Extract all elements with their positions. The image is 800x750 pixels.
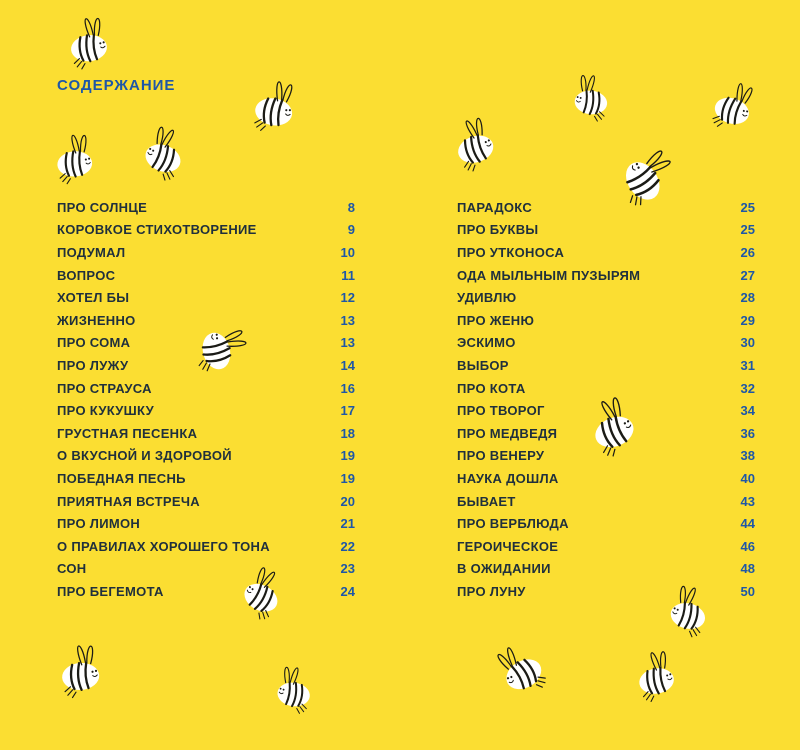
toc-entry-title: ПРО СОМА (57, 335, 131, 351)
toc-entry-title: ПРО ТВОРОГ (457, 403, 545, 419)
toc-entry-title: ПРО СТРАУСА (57, 380, 152, 396)
toc-row (57, 332, 355, 355)
toc-entry-page: 46 (740, 538, 755, 554)
toc-entry-title: ЖИЗНЕННО (57, 312, 136, 328)
toc-entry-page: 50 (740, 583, 755, 599)
toc-row (457, 490, 755, 513)
toc-row (457, 558, 755, 581)
toc-entry-title: ПРО КУКУШКУ (57, 403, 154, 419)
toc-row (457, 445, 755, 468)
toc-entry-title: ПРО МЕДВЕДЯ (457, 425, 558, 441)
toc-column-right (457, 196, 755, 603)
toc-entry-title: ХОТЕЛ БЫ (57, 290, 130, 306)
toc-entry-title: ПРО ЛУНУ (457, 583, 526, 599)
toc-entry-page: 9 (347, 222, 355, 238)
toc-entry-page: 40 (740, 470, 755, 486)
toc-entry-title: ПРО ЛИМОН (57, 516, 141, 532)
toc-entry-title: О ВКУСНОЙ И ЗДОРОВОЙ (57, 448, 232, 464)
toc-row (57, 467, 355, 490)
toc-entry-page: 26 (740, 244, 755, 260)
toc-entry-page: 32 (740, 380, 755, 396)
toc-entry-page: 11 (341, 267, 355, 283)
toc-entry-title: ВЫБОР (457, 357, 509, 373)
toc-entry-title: ПРО ВЕНЕРУ (457, 448, 545, 464)
toc-row (57, 558, 355, 581)
toc-entry-title: ПРО СОЛНЦЕ (57, 199, 148, 215)
toc-row (57, 422, 355, 445)
toc-entry-page: 24 (340, 583, 355, 599)
toc-row (457, 286, 755, 309)
toc-entry-page: 19 (340, 448, 355, 464)
toc-row (457, 580, 755, 603)
toc-entry-title: ПРО ВЕРБЛЮДА (457, 516, 569, 532)
toc-entry-title: ГЕРОИЧЕСКОЕ (457, 538, 559, 554)
toc-entry-page: 10 (340, 244, 355, 260)
toc-entry-title: ПОДУМАЛ (57, 244, 126, 260)
toc-row (57, 219, 355, 242)
toc-row (57, 354, 355, 377)
toc-entry-title: СОН (57, 561, 87, 577)
bee-illustration (436, 102, 514, 180)
toc-column-left (57, 196, 355, 603)
toc-row (57, 196, 355, 219)
toc-entry-title: НАУКА ДОШЛА (457, 470, 559, 486)
toc-entry-title: ПРИЯТНАЯ ВСТРЕЧА (57, 493, 200, 509)
toc-entry-page: 25 (740, 199, 755, 215)
toc-entry-title: ГРУСТНАЯ ПЕСЕНКА (57, 425, 198, 441)
toc-row (457, 512, 755, 535)
bee-illustration (124, 110, 203, 189)
toc-entry-page: 20 (340, 493, 355, 509)
toc-row (457, 264, 755, 287)
toc-row (57, 399, 355, 422)
toc-entry-page: 36 (740, 425, 755, 441)
toc-entry-page: 12 (340, 290, 355, 306)
toc-entry-page: 38 (740, 448, 755, 464)
toc-entry-title: ОДА МЫЛЬНЫМ ПУЗЫРЯМ (457, 267, 641, 283)
bee-illustration (44, 124, 108, 188)
toc-row (457, 467, 755, 490)
toc-entry-title: БЫВАЕТ (457, 493, 516, 509)
toc-row (457, 399, 755, 422)
toc-entry-page: 31 (740, 357, 755, 373)
toc-entry-title: ПРО УТКОНОСА (457, 244, 565, 260)
toc-entry-page: 14 (340, 357, 355, 373)
toc-entry-page: 43 (740, 493, 755, 509)
toc-row (457, 219, 755, 242)
bee-illustration (261, 655, 324, 718)
toc-entry-title: ВОПРОС (57, 267, 116, 283)
toc-entry-title: ПРО ЖЕНЮ (457, 312, 535, 328)
toc-entry-title: ПАРАДОКС (457, 199, 533, 215)
toc-row (457, 241, 755, 264)
toc-entry-page: 28 (740, 290, 755, 306)
bee-illustration (474, 624, 561, 711)
toc-row (57, 286, 355, 309)
toc-row (57, 241, 355, 264)
toc-entry-title: ПОБЕДНАЯ ПЕСНЬ (57, 470, 186, 486)
toc-entry-page: 13 (340, 335, 355, 351)
toc-entry-page: 19 (340, 470, 355, 486)
toc-entry-title: КОРОВКОЕ СТИХОТВОРЕНИЕ (57, 222, 257, 238)
toc-row (457, 309, 755, 332)
toc-entry-page: 22 (340, 538, 355, 554)
bee-illustration (622, 638, 692, 708)
toc-row (57, 309, 355, 332)
bee-illustration (56, 6, 124, 74)
toc-entry-page: 21 (340, 516, 355, 532)
toc-entry-page: 34 (740, 403, 755, 419)
toc-entry-page: 48 (740, 561, 755, 577)
toc-entry-page: 18 (340, 425, 355, 441)
toc-entry-title: ЭСКИМО (457, 335, 516, 351)
toc-entry-title: О ПРАВИЛАХ ХОРОШЕГО ТОНА (57, 538, 270, 554)
toc-row (457, 332, 755, 355)
toc-row (457, 535, 755, 558)
toc-row (57, 377, 355, 400)
toc-row (457, 422, 755, 445)
toc-entry-page: 8 (347, 199, 355, 215)
toc-row (457, 196, 755, 219)
toc-entry-page: 25 (740, 222, 755, 238)
toc-row (57, 264, 355, 287)
toc-entry-page: 17 (340, 403, 355, 419)
toc-entry-title: ПРО КОТА (457, 380, 526, 396)
toc-row (457, 354, 755, 377)
toc-row (57, 512, 355, 535)
toc-entry-title: УДИВЛЮ (457, 290, 517, 306)
bee-illustration (240, 67, 314, 141)
toc-entry-title: ПРО ЛУЖУ (57, 357, 129, 373)
toc-entry-page: 30 (740, 335, 755, 351)
toc-entry-page: 27 (740, 267, 755, 283)
bee-illustration (559, 64, 621, 126)
toc-entry-title: ПРО БЕГЕМОТА (57, 583, 164, 599)
bee-illustration (48, 634, 116, 702)
toc-entry-page: 13 (340, 312, 355, 328)
toc-row (57, 490, 355, 513)
toc-entry-title: ПРО БУКВЫ (457, 222, 539, 238)
toc-row (57, 580, 355, 603)
bee-illustration (698, 66, 774, 142)
toc-entry-title: В ОЖИДАНИИ (457, 561, 551, 577)
toc-entry-page: 16 (340, 380, 355, 396)
page-title: СОДЕРЖАНИЕ (57, 77, 176, 94)
toc-row (57, 445, 355, 468)
toc-entry-page: 29 (740, 312, 755, 328)
toc-row (57, 535, 355, 558)
toc-entry-page: 44 (740, 516, 755, 532)
toc-entry-page: 23 (340, 561, 355, 577)
toc-row (457, 377, 755, 400)
